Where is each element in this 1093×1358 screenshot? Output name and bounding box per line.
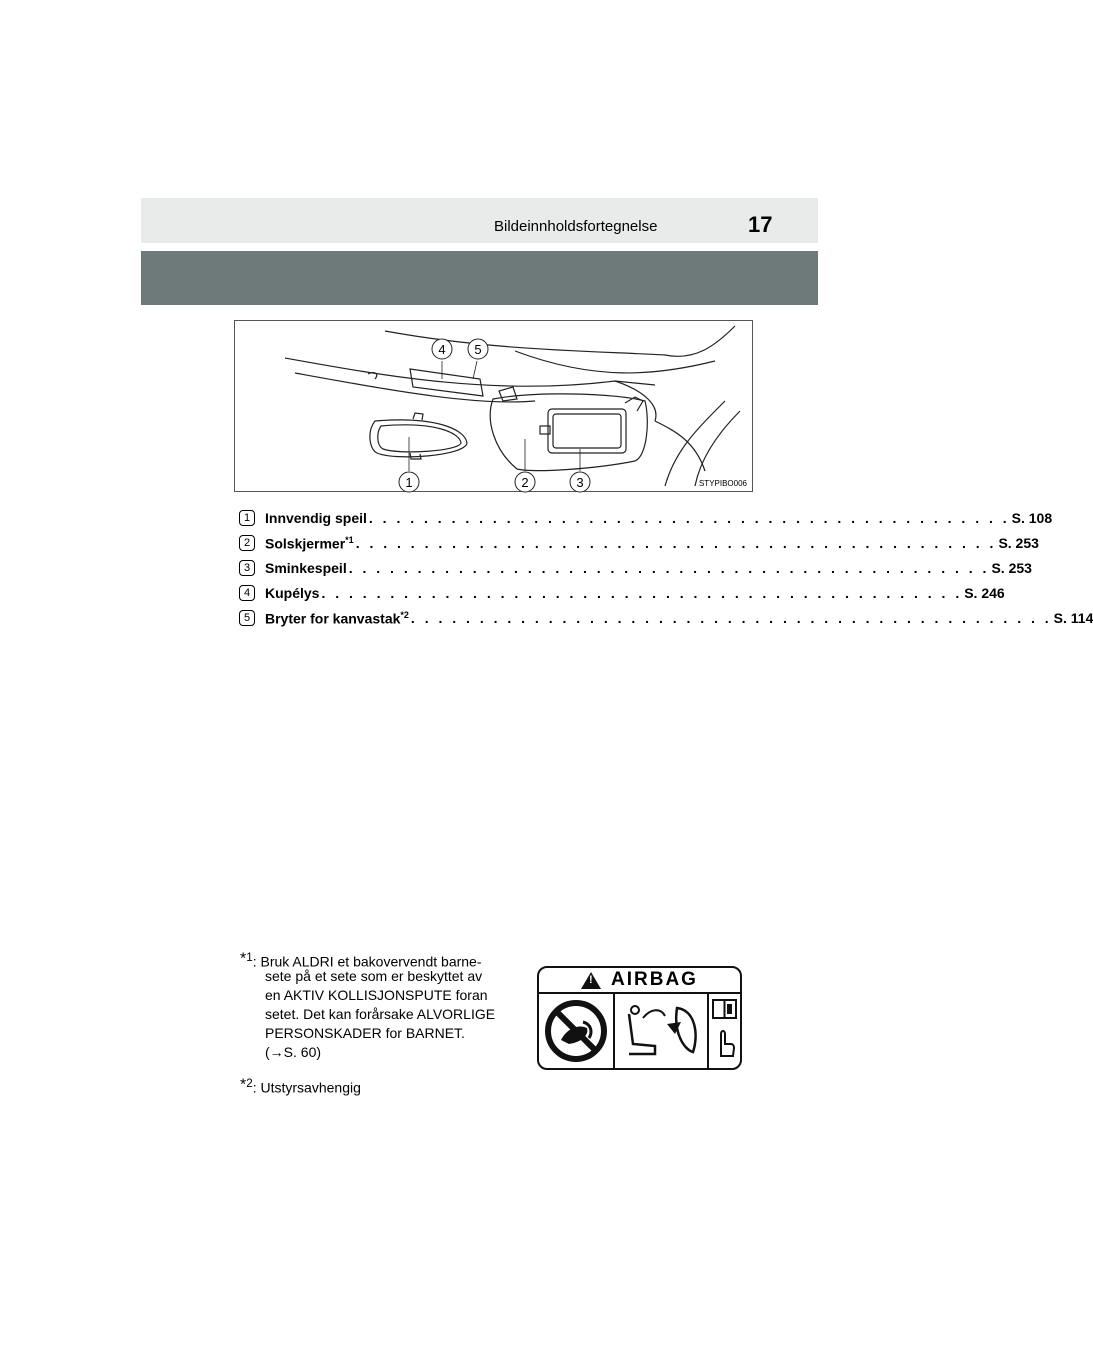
toc-page-ref[interactable]: S. 108 [1011, 510, 1053, 526]
toc-item-sminkespeil[interactable] [239, 558, 1032, 578]
toc-label: Solskjermer$^{*1}$ [265, 534, 354, 552]
read-manual-icon [709, 994, 740, 1068]
toc-leader: . . . . . . . . . . . . . . . . . . . . . . . . . . . . . . . . . . . . . . . . . . . . . . . [348, 560, 990, 576]
toc-page-ref[interactable]: S. 246 [964, 585, 1005, 601]
footnote-1-body: sete på et sete som er beskyttet av en AKTIV KOLLISJONSPUTE foran setet. Det kan forårsake ALVORLIGE PERSONSKADER for BARNET. (→S. 60) [265, 968, 496, 1060]
page-number: 17 [748, 212, 773, 237]
toc-number: 4 [239, 585, 255, 601]
toc-leader: . . . . . . . . . . . . . . . . . . . . . . . . . . . . . . . . . . . . . . . . . . . . . . . [368, 510, 1010, 526]
toc-item-kupelys[interactable] [239, 583, 1005, 603]
footnote-1: *$^1$: Bruk ALDRI et bakovervendt barne- [240, 950, 482, 970]
toc-leader: . . . . . . . . . . . . . . . . . . . . . . . . . . . . . . . . . . . . . . . . . . . . . . . [355, 535, 997, 551]
callout-3-label: 3 [576, 475, 584, 490]
toc-number: 1 [239, 510, 255, 526]
toc-item-innvendig-speil[interactable] [239, 508, 1053, 528]
callout-1-label: 1 [405, 475, 413, 490]
toc-item-bryter-kanvastak[interactable] [239, 608, 1093, 628]
toc-leader: . . . . . . . . . . . . . . . . . . . . . . . . . . . . . . . . . . . . . . . . . . . . . . . [321, 585, 963, 601]
footnote-ref: *1 [345, 534, 354, 545]
toc-page-ref[interactable]: S. 114 [1053, 610, 1093, 626]
toc-number: 3 [239, 560, 255, 576]
figure-code: STYPIBO006 [698, 479, 747, 488]
toc-page-ref[interactable]: S. 253 [998, 535, 1039, 551]
toc-label: Sminkespeil [265, 560, 347, 576]
no-rear-facing-child-seat-icon [539, 994, 615, 1068]
toc-page-ref[interactable]: S. 253 [991, 560, 1032, 576]
callout-4-label: 4 [438, 342, 446, 357]
toc-leader: . . . . . . . . . . . . . . . . . . . . . . . . . . . . . . . . . . . . . . . . . . . . . . . [410, 610, 1052, 626]
toc-number: 5 [239, 610, 255, 626]
toc-number: 2 [239, 535, 255, 551]
interior-figure [234, 320, 753, 492]
toc-item-solskjermer[interactable] [239, 533, 1039, 553]
header-bar [141, 198, 818, 243]
footnote-2: *$^2$: Utstyrsavhengig [240, 1076, 361, 1096]
section-band [141, 251, 818, 305]
interior-illustration [235, 321, 752, 491]
header-title: Bildeinnholdsfortegnelse [494, 218, 658, 235]
airbag-warning-label [537, 966, 742, 1070]
toc-label: Bryter for kanvastak$^{*2}$ [265, 609, 409, 627]
airbag-title: ! AIRBAG [539, 968, 740, 994]
callout-2-label: 2 [521, 475, 529, 490]
footnote-ref: *2 [400, 609, 409, 620]
warning-triangle-icon [581, 972, 601, 989]
airbag-deploy-icon [615, 994, 709, 1068]
toc-label: Kupélys [265, 585, 320, 601]
toc-label: Innvendig speil [265, 510, 367, 526]
callout-5-label: 5 [474, 342, 482, 357]
